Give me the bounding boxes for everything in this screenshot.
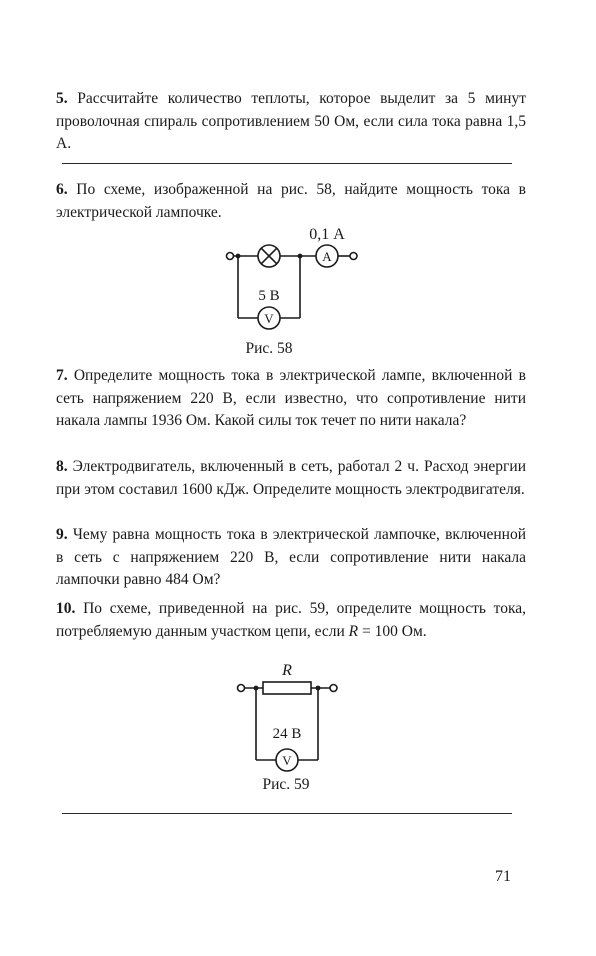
terminal-right bbox=[350, 253, 357, 260]
resistor-label: R bbox=[282, 662, 292, 679]
page-number: 71 bbox=[495, 868, 511, 885]
resistor-icon bbox=[263, 682, 311, 694]
problem-6 bbox=[56, 179, 526, 224]
terminal-right bbox=[330, 685, 337, 692]
voltmeter-reading: 5 В bbox=[258, 288, 280, 304]
voltmeter-symbol: V bbox=[264, 311, 274, 326]
problem-number: 10. bbox=[56, 600, 76, 617]
divider-bottom bbox=[62, 813, 512, 814]
lamp-icon bbox=[258, 245, 280, 267]
variable-r: R bbox=[348, 622, 359, 640]
problem-number: 5. bbox=[56, 90, 68, 107]
circuit-diagram-fig59 bbox=[230, 660, 350, 780]
problem-text: По схеме, приведенной на рис. 59, определите мощность тока, потребляемую данным участком цепи, если bbox=[56, 600, 527, 640]
problem-5 bbox=[56, 88, 526, 156]
problem-number: 6. bbox=[56, 181, 68, 198]
ammeter-reading: 0,1 А bbox=[309, 226, 345, 243]
figure-caption-59: Рис. 59 bbox=[262, 776, 310, 793]
problem-8 bbox=[56, 456, 526, 501]
problem-text: Электродвигатель, включенный в сеть, работал 2 ч. Расход энергии при этом составил 1600 кДж. Определите мощность электродвигателя. bbox=[56, 458, 526, 498]
terminal-left bbox=[238, 685, 245, 692]
circuit-diagram-fig58 bbox=[210, 220, 370, 340]
problem-text: Рассчитайте количество теплоты, которое выделит за 5 минут проволочная спираль сопротивлением 50 Ом, если сила тока равна 1,5 А. bbox=[56, 90, 526, 152]
problem-number: 8. bbox=[56, 458, 68, 475]
problem-text-end: = 100 Ом. bbox=[358, 622, 427, 640]
problem-text: Чему равна мощность тока в электрической лампочке, включенной в сеть с напряжением 220 В, если сопротивление нити накала лампочки равно 484 Ом? bbox=[56, 526, 526, 588]
divider-top bbox=[62, 163, 512, 164]
problem-10 bbox=[56, 598, 526, 643]
figure-caption-58: Рис. 58 bbox=[245, 340, 293, 357]
problem-9 bbox=[56, 524, 526, 592]
problem-number: 9. bbox=[56, 526, 68, 543]
problem-text: Определите мощность тока в электрической лампе, включенной в сеть напряжением 220 В, если известно, что сопротивление нити накала лампы 1936 Ом. Какой силы ток течет по нити накала? bbox=[56, 367, 526, 429]
problem-number: 7. bbox=[56, 367, 68, 384]
problem-text: По схеме, изображенной на рис. 58, найдите мощность тока в электрической лампочке. bbox=[56, 181, 526, 221]
terminal-left bbox=[227, 253, 234, 260]
problem-7 bbox=[56, 365, 526, 433]
ammeter-symbol: A bbox=[322, 249, 332, 264]
voltmeter-reading: 24 В bbox=[272, 726, 302, 742]
voltmeter-symbol: V bbox=[282, 753, 292, 768]
